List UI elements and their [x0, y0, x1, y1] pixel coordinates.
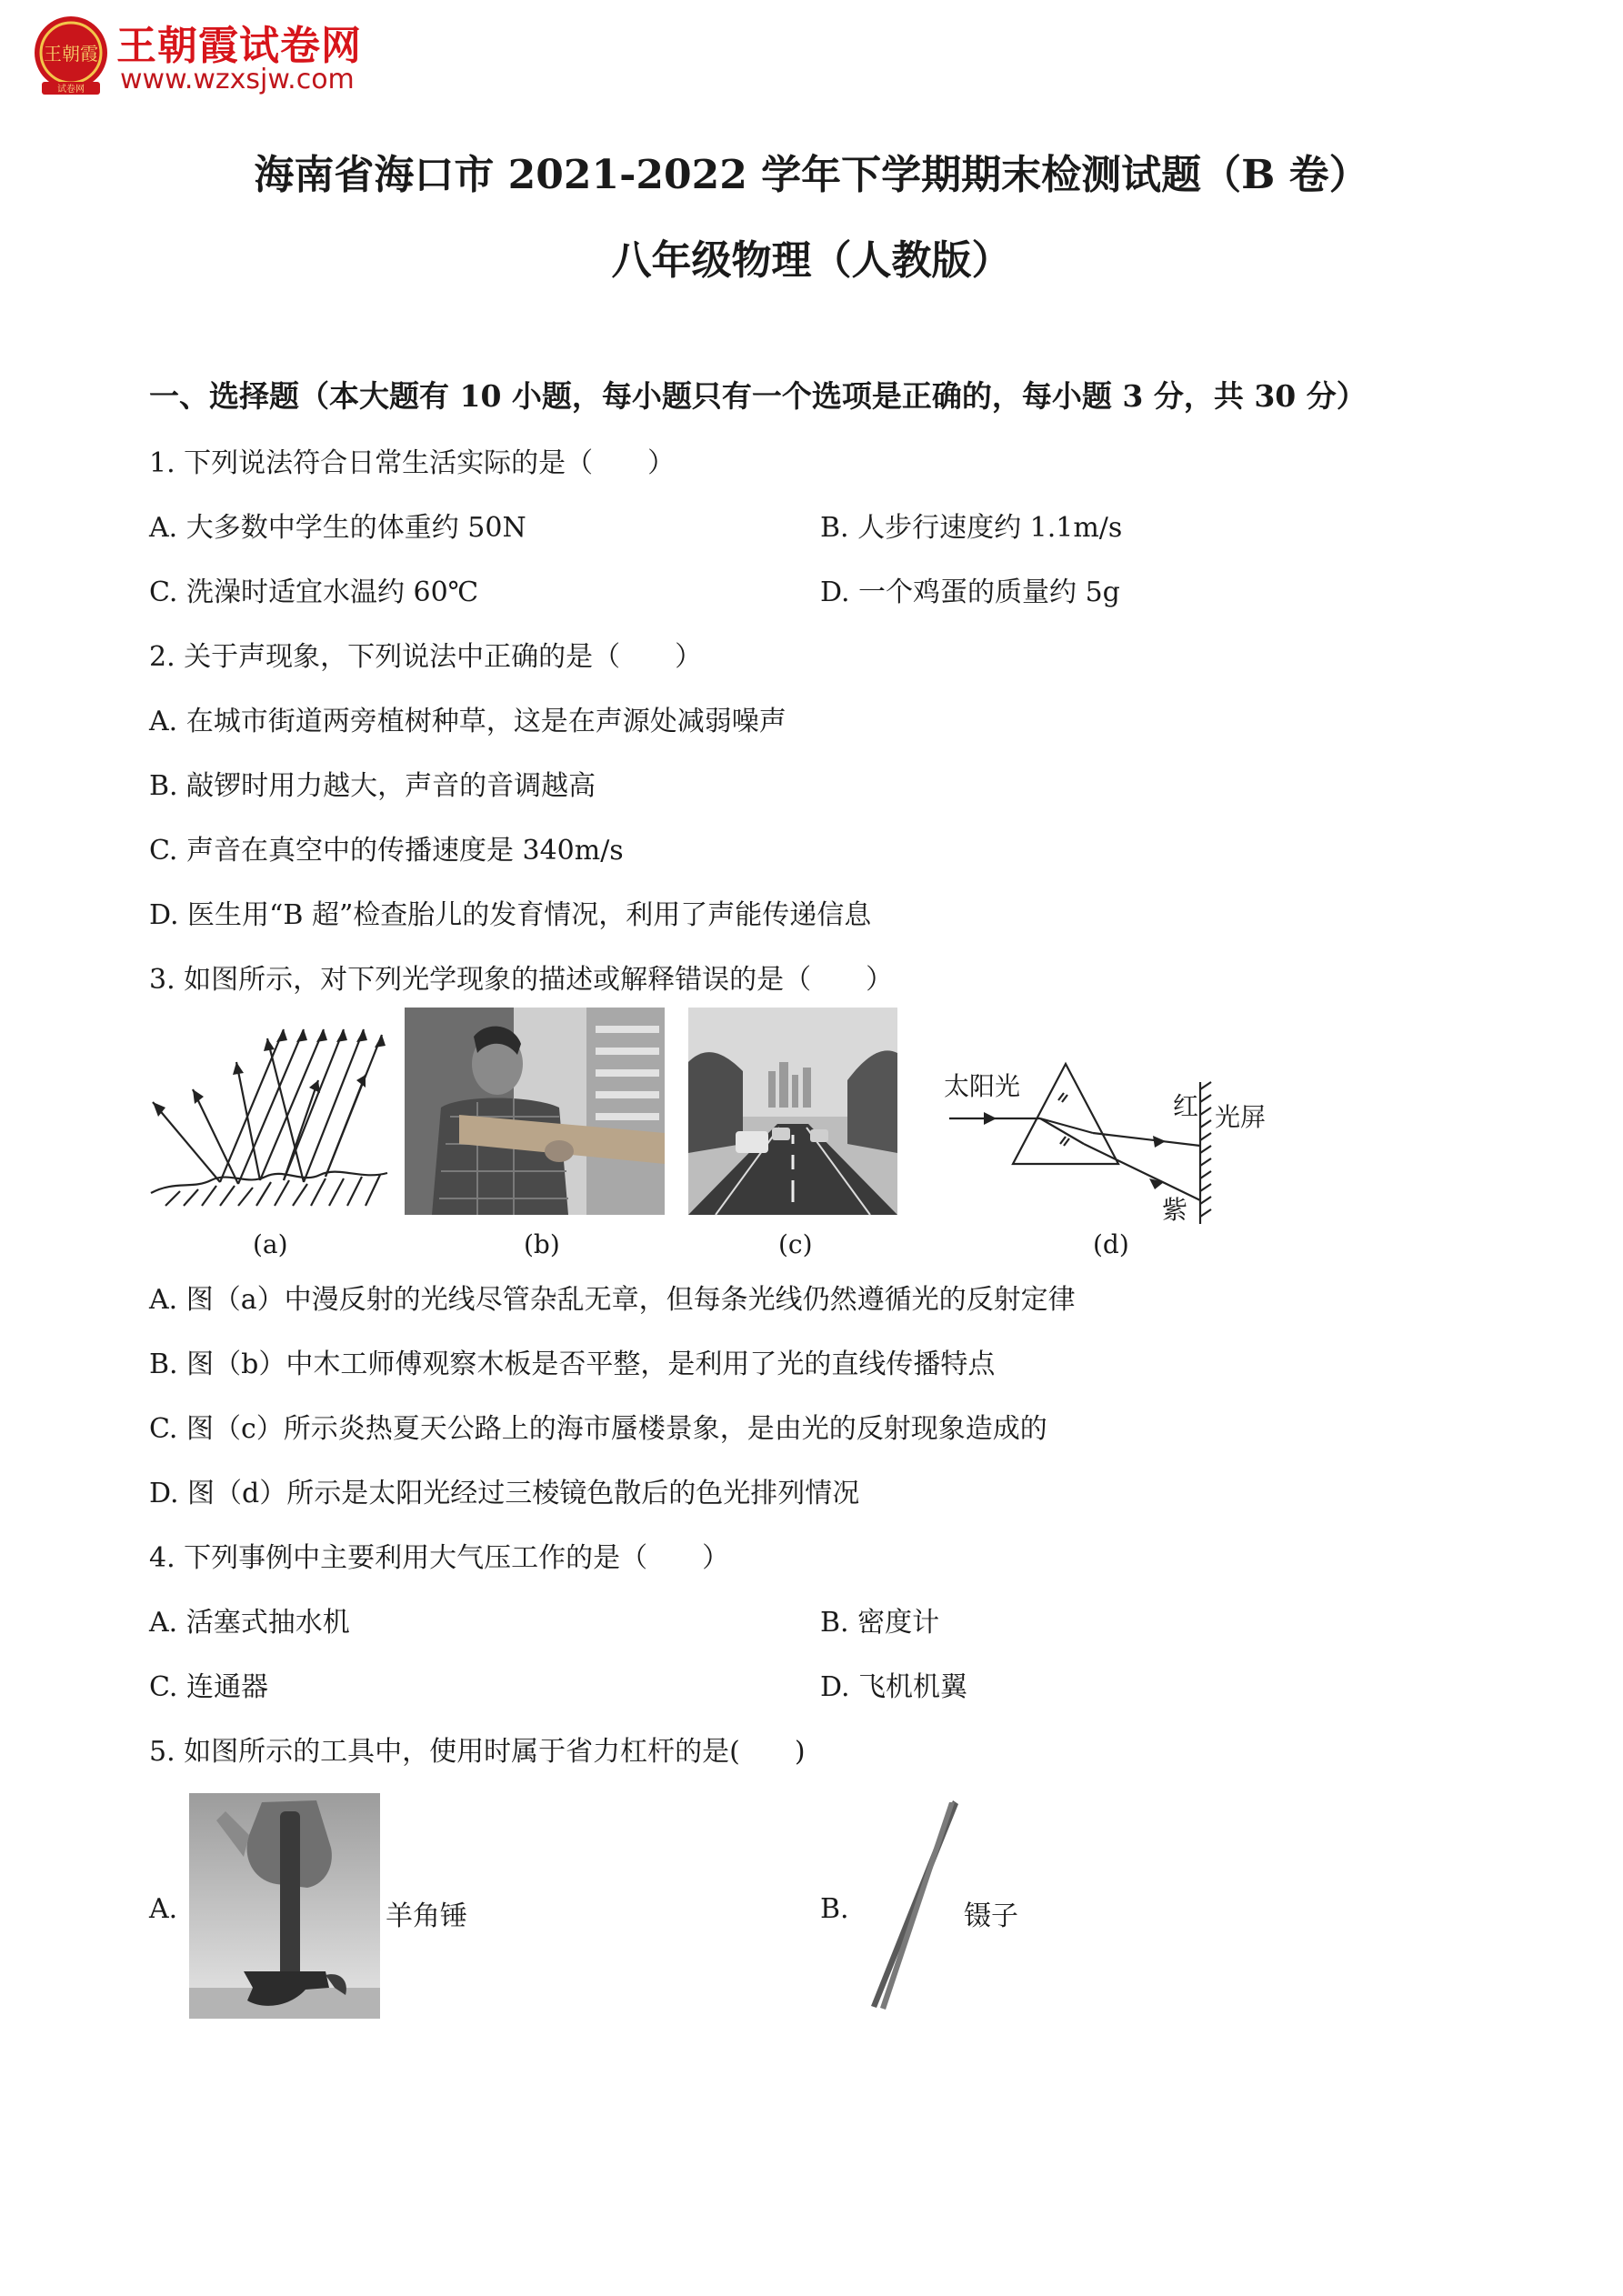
q1-stem: 1. 下列说法符合日常生活实际的是（ ）	[149, 447, 676, 479]
q3-option-b: B. 图（b）中木工师傅观察木板是否平整，是利用了光的直线传播特点	[149, 1349, 996, 1380]
tweezers-photo	[855, 1793, 967, 2019]
caption-c: (c)	[778, 1229, 813, 1259]
q1-option-a: A. 大多数中学生的体重约 50N	[149, 512, 526, 544]
section-heading: 一、选择题（本大题有 10 小题，每小题只有一个选项是正确的，每小题 3 分，共 30 分）	[149, 378, 1367, 414]
site-url[interactable]: www.wzxsjw.com	[120, 64, 355, 95]
caption-d: (d)	[1093, 1229, 1129, 1259]
q4-option-d: D. 飞机机翼	[820, 1671, 968, 1703]
claw-hammer-photo	[189, 1793, 380, 2019]
figure-a-diffuse-reflection	[147, 1011, 391, 1208]
q1-option-c: C. 洗澡时适宜水温约 60℃	[149, 577, 479, 608]
prism-label-sunlight: 太阳光	[944, 1071, 1021, 1101]
q1-option-d: D. 一个鸡蛋的质量约 5g	[820, 577, 1120, 608]
caption-b: (b)	[524, 1229, 560, 1259]
svg-text:试卷网: 试卷网	[57, 85, 85, 95]
q2-option-c: C. 声音在真空中的传播速度是 340m/s	[149, 835, 624, 867]
q5-option-a-letter: A.	[149, 1893, 178, 1925]
site-logo	[29, 13, 113, 96]
q5-option-a-label: 羊角锤	[386, 1900, 467, 1932]
q4-option-c: C. 连通器	[149, 1671, 268, 1703]
figure-b-carpenter-photo	[405, 1008, 665, 1215]
figure-c-road-photo	[688, 1008, 897, 1215]
q3-option-d: D. 图（d）所示是太阳光经过三棱镜色散后的色光排列情况	[149, 1478, 860, 1509]
svg-text:王朝霞: 王朝霞	[44, 43, 98, 65]
q3-stem: 3. 如图所示，对下列光学现象的描述或解释错误的是（ ）	[149, 964, 894, 996]
page-title: 海南省海口市 2021-2022 学年下学期期末检测试题（B 卷）	[254, 152, 1369, 198]
prism-label-red: 红	[1173, 1091, 1199, 1121]
q2-option-a: A. 在城市街道两旁植树种草，这是在声源处减弱噪声	[149, 706, 786, 737]
prism-label-violet: 紫	[1162, 1195, 1188, 1225]
q2-option-d: D. 医生用“B 超”检查胎儿的发育情况，利用了声能传递信息	[149, 899, 872, 931]
q5-option-b-label: 镊子	[964, 1900, 1018, 1932]
page-subtitle: 八年级物理（人教版）	[611, 237, 1012, 284]
q2-stem: 2. 关于声现象，下列说法中正确的是（ ）	[149, 641, 703, 673]
q5-option-b-letter: B.	[820, 1893, 849, 1925]
figure-d-prism-diagram	[938, 1046, 1267, 1228]
q2-option-b: B. 敲锣时用力越大，声音的音调越高	[149, 770, 596, 802]
q1-option-b: B. 人步行速度约 1.1m/s	[820, 512, 1123, 544]
q4-option-a: A. 活塞式抽水机	[149, 1607, 350, 1639]
q5-stem: 5. 如图所示的工具中，使用时属于省力杠杆的是( )	[149, 1736, 806, 1768]
site-name: 王朝霞试卷网	[116, 23, 362, 69]
q4-option-b: B. 密度计	[820, 1607, 940, 1639]
q4-stem: 4. 下列事例中主要利用大气压工作的是（ ）	[149, 1542, 730, 1574]
prism-label-screen: 光屏	[1215, 1102, 1267, 1132]
q3-option-a: A. 图（a）中漫反射的光线尽管杂乱无章，但每条光线仍然遵循光的反射定律	[149, 1284, 1076, 1316]
caption-a: (a)	[253, 1229, 288, 1259]
q3-option-c: C. 图（c）所示炎热夏天公路上的海市蜃楼景象，是由光的反射现象造成的	[149, 1413, 1047, 1445]
